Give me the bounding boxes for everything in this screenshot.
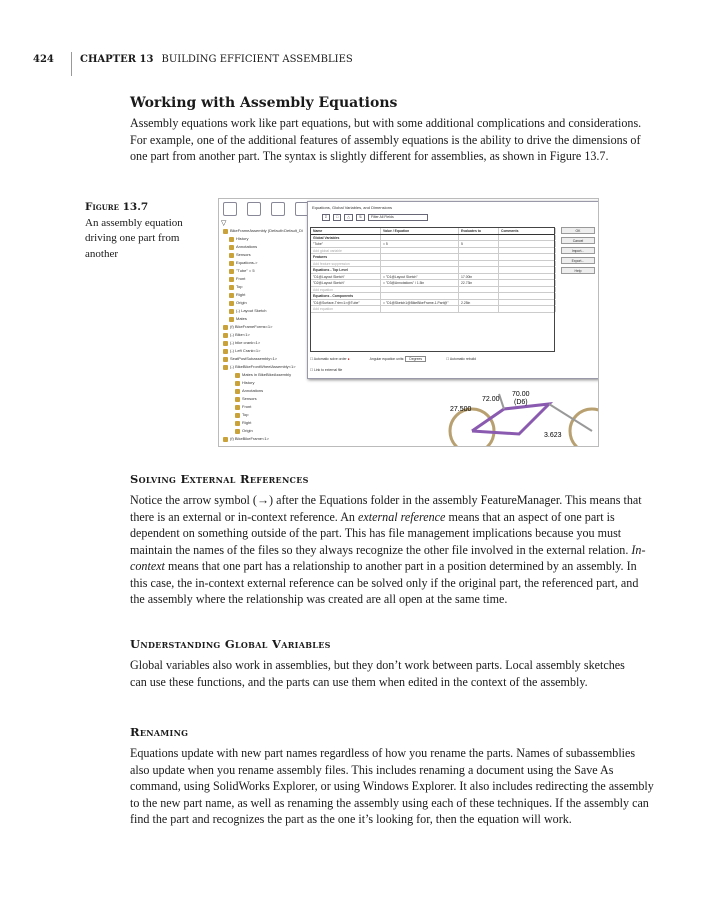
column-header: Comments — [499, 228, 556, 234]
figure-screenshot — [218, 198, 599, 447]
table-cell: 22.73in — [459, 280, 499, 286]
table-cell — [459, 261, 499, 267]
tree-node-icon — [235, 421, 240, 426]
tree-node-icon — [235, 373, 240, 378]
table-cell — [499, 267, 556, 273]
filter-icon[interactable]: ▽ — [221, 220, 227, 227]
dialog-title: Equations, Global Variables, and Dimensions — [312, 205, 392, 210]
tree-item[interactable] — [221, 395, 409, 403]
dialog-toolbar — [308, 213, 598, 222]
tree-node-icon — [223, 325, 228, 330]
table-cell: Add feature suppression — [311, 261, 381, 267]
chapter-number: CHAPTER 13 — [80, 53, 154, 65]
table-cell — [459, 287, 499, 293]
bicycle-model — [444, 379, 599, 447]
tree-item-label: BikeFrameAssembly (Default<Default_Di — [230, 228, 303, 233]
table-cell — [459, 293, 499, 299]
section-heading-external-references: Solving External References — [130, 472, 309, 486]
column-header: Value / Equation — [381, 228, 459, 234]
link-external-file-checkbox[interactable]: ☐ Link to external file — [310, 368, 343, 372]
table-cell: Add global variable — [311, 248, 381, 254]
tree-item-label: History — [242, 380, 255, 385]
angular-units-select[interactable] — [370, 357, 426, 361]
table-cell — [381, 306, 459, 312]
tree-item-label: (-) BikeBikeFrontWheelAssembly<1> — [230, 364, 296, 369]
tree-item[interactable] — [221, 435, 409, 443]
table-cell — [499, 254, 556, 260]
table-cell — [499, 274, 556, 280]
table-cell: = "D1@Sketch1@BikeBikeFrame-1.Part@" — [381, 300, 459, 306]
dimension-label: 3.623 — [544, 432, 562, 439]
tree-item-label: (-) bike crank<1> — [230, 340, 261, 345]
tree-node-icon — [235, 389, 240, 394]
text: means that an aspect of one part is dependent on something outside of the part. This has file management implications because you must maintain the names of the files so they always recognize the other file involved in the external relation. — [130, 509, 632, 557]
dimension-label: 72.00 — [482, 396, 500, 403]
tree-node-icon — [223, 437, 228, 442]
table-cell — [459, 248, 499, 254]
section-heading-assembly-equations: Working with Assembly Equations — [130, 95, 398, 111]
table-cell: Features — [311, 254, 381, 260]
term: In-context — [130, 542, 646, 573]
table-cell — [499, 306, 556, 312]
tree-node-icon — [229, 285, 234, 290]
table-cell — [459, 254, 499, 260]
tree-item-label: (f) BikeBikeFrame<1> — [230, 436, 269, 441]
table-cell: "Tube" — [311, 241, 381, 247]
table-cell: 2.25in — [459, 300, 499, 306]
option-label: Automatic rebuild — [449, 357, 477, 361]
units-value: Degrees — [405, 356, 426, 362]
help-button[interactable]: Help — [561, 267, 595, 274]
tree-node-icon — [223, 333, 228, 338]
table-cell: Add equation — [311, 306, 381, 312]
tree-item-label: Equations-> — [236, 260, 258, 265]
config-tab-icon[interactable] — [271, 202, 285, 216]
dimension-label: 70.00 — [512, 391, 530, 398]
tree-item-label: Right — [242, 420, 252, 425]
table-cell — [499, 248, 556, 254]
equation-view-icon[interactable]: Σ — [322, 214, 330, 221]
table-cell — [381, 248, 459, 254]
tree-node-icon — [223, 229, 228, 234]
option-label: Link to external file — [313, 368, 343, 372]
tree-item-label: SeatPostSubassembly<1> — [230, 356, 278, 361]
table-cell: = "D3@Annotations" / 1.5in — [381, 280, 459, 286]
tree-item-label: Top — [242, 412, 249, 417]
tree-item-label: Sensors — [236, 252, 251, 257]
table-cell — [499, 280, 556, 286]
tree-node-icon — [229, 309, 234, 314]
figure-label: Figure 13.7 — [85, 201, 149, 213]
dialog-options — [310, 357, 476, 361]
table-cell: Add equation — [311, 287, 381, 293]
table-cell — [459, 306, 499, 312]
automatic-solve-order-checkbox[interactable]: ☐ Automatic solve order ● — [310, 357, 350, 361]
section-heading-global-variables: Understanding Global Variables — [130, 637, 331, 651]
page-number: 424 — [33, 53, 54, 65]
table-cell: Global Variables — [311, 235, 381, 241]
seat-post — [499, 394, 504, 409]
table-cell: = 5 — [381, 241, 459, 247]
rear-wheel — [450, 409, 494, 447]
bike-frame — [472, 404, 549, 434]
tree-item-label: (-) Layout Sketch — [236, 308, 267, 313]
column-header: Evaluates to — [459, 228, 499, 234]
option-label: Automatic solve order — [313, 357, 347, 361]
table-cell — [381, 254, 459, 260]
tree-node-icon — [229, 245, 234, 250]
tree-node-icon — [223, 349, 228, 354]
tree-item-label: Front — [236, 276, 246, 281]
table-cell — [459, 235, 499, 241]
tree-item-label: Mates in BikeBikeAssembly — [242, 372, 292, 377]
tree-item-label: Annotations — [236, 244, 258, 249]
tree-item-label: Right — [236, 292, 246, 297]
table-cell: Equations - Top Level — [311, 267, 381, 273]
dimension-label: 27.500 — [450, 406, 472, 413]
dialog-buttons — [561, 227, 595, 274]
paragraph-renaming: Equations update with new part names regardless of how you rename the parts. Names of subassemblies also update when you rename assembly files. This includes renaming a document using the Save As command, using SolidWorks Explorer, or using Windows Explorer. It also includes redirecting the assembly to the new part name, as well as renaming the assembly using each of these techniques. If the assembly can find the part and recognizes the part as the one it’s looking for, then the equation will work. — [130, 746, 654, 826]
figure-caption — [85, 200, 197, 262]
tree-item[interactable] — [221, 427, 409, 435]
table-cell — [381, 287, 459, 293]
tree-node-icon — [229, 269, 234, 274]
tree-node-icon — [229, 277, 234, 282]
tree-item[interactable] — [221, 411, 409, 419]
tree-item[interactable] — [221, 419, 409, 427]
equations-dialog — [307, 201, 599, 379]
figure-caption-text: An assembly equation driving one part from another — [85, 216, 183, 260]
paragraph-assembly-equations: Assembly equations work like part equations, but with some additional complications and considerations. For example, one of the additional features of assembly equations is the ability to drive the dimensions of one part from another part. The syntax is slightly different for assemblies, as shown in Figure 13.7. — [130, 116, 642, 163]
tree-node-icon — [223, 341, 228, 346]
running-header — [33, 42, 353, 76]
tree-item-label: Sensors — [242, 396, 257, 401]
term: external reference — [358, 509, 446, 524]
tree-item-label: Front — [242, 404, 252, 409]
table-row[interactable] — [311, 306, 554, 313]
tree-node-icon — [229, 293, 234, 298]
table-cell — [499, 300, 556, 306]
ok-button[interactable]: OK — [561, 227, 595, 234]
section-heading-renaming: Renaming — [130, 725, 189, 739]
chapter-title: BUILDING EFFICIENT ASSEMBLIES — [161, 53, 353, 65]
tree-item-label: (f) BikeFrameForms<1> — [230, 324, 273, 329]
tree-node-icon — [223, 365, 228, 370]
table-cell — [499, 293, 556, 299]
table-cell: "D1@Surface-Trim<1>@Tube" — [311, 300, 381, 306]
tree-item-label: "Tube" = 5 — [236, 268, 255, 273]
filter-field[interactable]: Filter All Fields — [368, 214, 428, 221]
table-cell: "D1@Layout Sketch" — [311, 274, 381, 280]
tree-item-label: Origin — [242, 428, 253, 433]
tree-item-label: Top — [236, 284, 243, 289]
cancel-button[interactable]: Cancel — [561, 237, 595, 244]
table-cell: = "D1@Layout Sketch" — [381, 274, 459, 280]
table-cell — [499, 235, 556, 241]
table-cell — [381, 267, 459, 273]
tree-item[interactable] — [221, 387, 409, 395]
tree-node-icon — [229, 261, 234, 266]
tree-item[interactable] — [221, 403, 409, 411]
dimension-view-icon[interactable]: △ — [344, 214, 353, 221]
table-cell: 17.00in — [459, 274, 499, 280]
tree-node-icon — [235, 413, 240, 418]
tree-node-icon — [223, 357, 228, 362]
tree-item-label: Origin — [236, 300, 247, 305]
column-header: Name — [311, 228, 381, 234]
table-cell — [381, 293, 459, 299]
sort-icon[interactable]: ⇅ — [356, 214, 365, 221]
property-tab-icon[interactable] — [247, 202, 261, 216]
tree-node-icon — [235, 397, 240, 402]
tree-node-icon — [235, 405, 240, 410]
table-cell — [499, 241, 556, 247]
tree-item-label: History — [236, 236, 249, 241]
tree-node-icon — [235, 429, 240, 434]
tree-node-icon — [229, 301, 234, 306]
equations-table — [310, 227, 555, 352]
paragraph-global-variables: Global variables also work in assemblies, but they don’t work between parts. Local assembly sketches can use these functions, and the parts can use them when edited in the context of the assembly. — [130, 658, 625, 689]
tree-node-icon — [235, 381, 240, 386]
export-button[interactable]: Export... — [561, 257, 595, 264]
front-wheel — [570, 409, 599, 447]
automatic-rebuild-checkbox[interactable]: ☐ Automatic rebuild — [446, 357, 477, 361]
tree-item-label: (-) Left Crank<1> — [230, 348, 261, 353]
text: Notice the arrow symbol (→) after the Equations folder in the assembly FeatureManager. This means that there is an external or in-context reference. An — [130, 493, 642, 524]
table-cell: 5 — [459, 241, 499, 247]
table-cell — [499, 261, 556, 267]
tree-node-icon — [229, 317, 234, 322]
tree-node-icon — [229, 237, 234, 242]
table-cell: Equations - Components — [311, 293, 381, 299]
table-cell — [381, 261, 459, 267]
feature-tree-tab-icon[interactable] — [223, 202, 237, 216]
tree-item-label: Annotations — [242, 388, 264, 393]
tree-item[interactable] — [221, 379, 409, 387]
sketch-view-icon[interactable]: □ — [333, 214, 341, 221]
option-label: Angular equation units: — [369, 357, 405, 361]
dimension-label: (D6) — [514, 399, 528, 406]
table-cell — [499, 287, 556, 293]
table-cell: "D2@Layout Sketch" — [311, 280, 381, 286]
header-divider — [71, 52, 72, 76]
import-button[interactable]: Import... — [561, 247, 595, 254]
paragraph-external-references — [130, 492, 654, 608]
table-cell — [381, 235, 459, 241]
tree-node-icon — [229, 253, 234, 258]
tree-item-label: Mates — [236, 316, 247, 321]
text: means that one part has a relationship to another part in a position determined by an assembly. In this case, the in-context external reference can be solved only if the original part, the referenced part, and the assembly where the relationship was created are all open at the same time. — [130, 559, 639, 606]
tree-item-label: (-) Bike<1> — [230, 332, 250, 337]
table-cell — [459, 267, 499, 273]
